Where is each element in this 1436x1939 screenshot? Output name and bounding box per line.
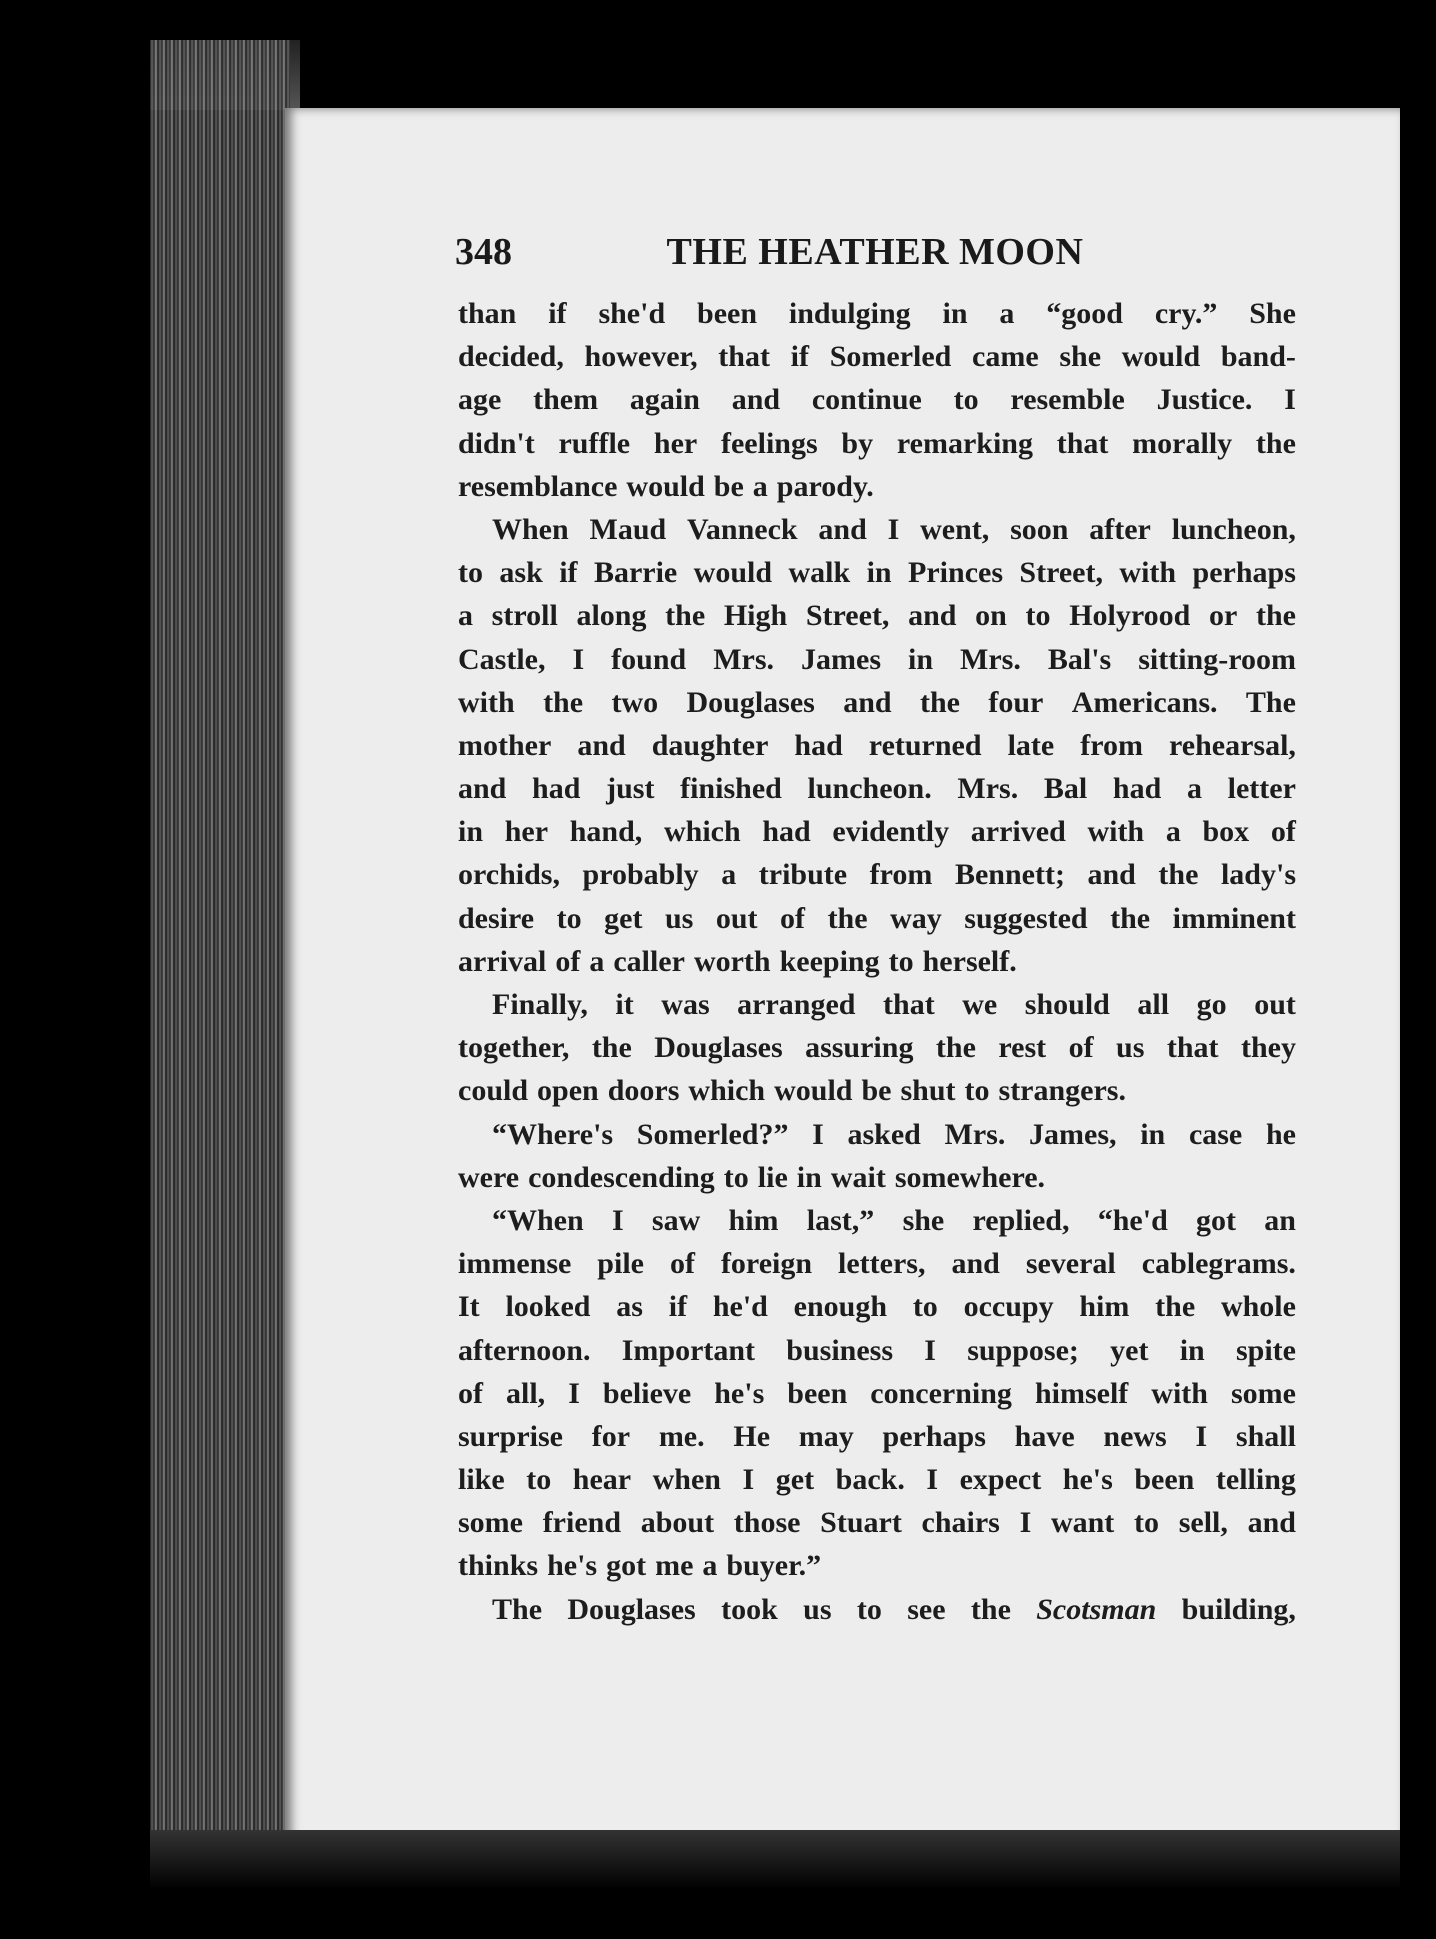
text-line: afternoon. Important business I suppose; yet in spite	[458, 1333, 1296, 1367]
page-header	[455, 230, 1295, 290]
text-line: together, the Douglases assuring the rest of us that they	[458, 1031, 1296, 1065]
text-line: could open doors which would be shut to strangers.	[458, 1074, 1126, 1108]
text-line: Finally, it was arranged that we should all go out	[492, 988, 1296, 1021]
text-line: resemblance would be a parody.	[458, 469, 874, 503]
text-line: surprise for me. He may perhaps have news I shall	[458, 1419, 1296, 1453]
body-text	[458, 292, 1296, 1631]
text-line: a stroll along the High Street, and on to Holyrood or the	[458, 599, 1296, 633]
text-line: mother and daughter had returned late from rehearsal,	[458, 728, 1296, 762]
text-line: age them again and continue to resemble Justice. I	[458, 383, 1296, 417]
text-line: orchids, probably a tribute from Bennett; and the lady's	[458, 858, 1296, 892]
text-line: like to hear when I get back. I expect he's been telling	[458, 1463, 1296, 1497]
text-line: “Where's Somerled?” I asked Mrs. James, in case he	[492, 1117, 1296, 1151]
text-line: of all, I believe he's been concerning himself with some	[458, 1376, 1296, 1410]
text-line: arrival of a caller worth keeping to herself.	[458, 944, 1017, 978]
text-line: When Maud Vanneck and I went, soon after luncheon,	[492, 512, 1296, 546]
text-line: Castle, I found Mrs. James in Mrs. Bal's sitting-room	[458, 642, 1296, 676]
text-line: “When I saw him last,” she replied, “he'd got an	[492, 1203, 1296, 1237]
text-line: and had just finished luncheon. Mrs. Bal had a letter	[458, 772, 1296, 806]
text-line: decided, however, that if Somerled came she would band-	[458, 340, 1296, 374]
text-line: than if she'd been indulging in a “good cry.” She	[458, 297, 1296, 330]
text-line: immense pile of foreign letters, and several cablegrams.	[458, 1247, 1296, 1281]
book-edge-bottom	[150, 1830, 1400, 1890]
text-line: It looked as if he'd enough to occupy him the whole	[458, 1290, 1296, 1324]
text-line: The Douglases took us to see the Scotsman building,	[492, 1592, 1296, 1626]
text-line: to ask if Barrie would walk in Princes Street, with perhaps	[458, 556, 1296, 590]
book-page-edges	[150, 40, 290, 1880]
text-line: with the two Douglases and the four Americans. The	[458, 685, 1296, 719]
page-number: 348	[455, 231, 512, 273]
text-line: in her hand, which had evidently arrived with a box of	[458, 815, 1296, 849]
text-line: thinks he's got me a buyer.”	[458, 1549, 822, 1583]
text-line: didn't ruffle her feelings by remarking that morally the	[458, 426, 1296, 460]
text-line: were condescending to lie in wait somewhere.	[458, 1160, 1046, 1194]
text-line: some friend about those Stuart chairs I want to sell, and	[458, 1506, 1296, 1540]
running-title: THE HEATHER MOON	[666, 231, 1084, 273]
text-line: desire to get us out of the way suggested the imminent	[458, 901, 1296, 935]
